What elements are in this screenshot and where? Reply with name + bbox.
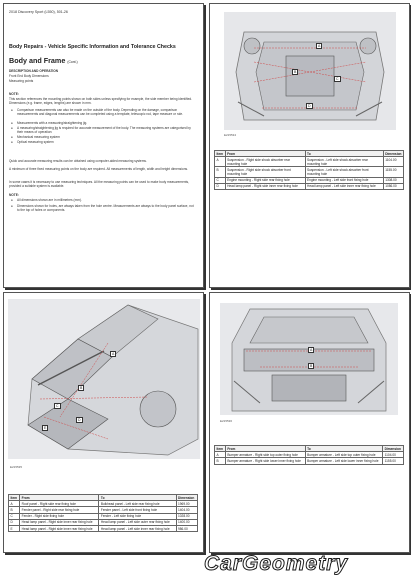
table-cell: 1104.00 <box>383 452 404 458</box>
table-cell: Suspension - Right side shock absorber rear mounting hole <box>225 157 305 167</box>
table-cell: B <box>9 507 20 513</box>
table-cell: A <box>215 157 226 167</box>
column-header: Dimension <box>383 446 404 452</box>
point-label-e: E <box>44 426 47 430</box>
paragraph-3: In some cases it is necessary to use measuring techniques. All the measuring points can be used to make body measurements, provided a suitable system is available. <box>9 180 190 189</box>
table-cell: C <box>9 513 20 519</box>
table-cell: Engine mounting - Left side front fixing hole <box>305 177 383 183</box>
table-cell: Fender panel - Left side front fixing hole <box>99 507 176 513</box>
paragraph-2: A minimum of three fixed measuring points on the body are required. All measurements of length, width and height dimensions. <box>9 167 188 171</box>
table-row <box>9 525 198 531</box>
column-header: From <box>20 495 99 501</box>
table-cell: 1400.00 <box>176 519 197 525</box>
point-label-b: B <box>310 364 313 368</box>
figure-id: E215535 <box>10 465 23 469</box>
point-label-a: A <box>310 348 313 352</box>
cargeometry-logo <box>198 551 408 575</box>
document-page-4 <box>209 292 410 553</box>
table-cell: 1155.00 <box>383 458 404 464</box>
table-cell: Head lamp panel - Right side inner rear fixing hole <box>20 525 99 531</box>
body-structure-figure-rear <box>220 303 398 415</box>
section-title: Body and Frame (Cont.) <box>9 56 78 65</box>
table-cell: 1104.00 <box>383 157 403 167</box>
front-bumper-diagram <box>220 303 398 415</box>
isometric-body-diagram <box>8 299 200 459</box>
column-header: Item <box>216 151 224 156</box>
column-header: Dimension <box>383 151 403 157</box>
page-title: Body Repairs - Vehicle Specific Information and Tolerance Checks <box>9 44 176 50</box>
bullet-1: ● Comparison measurements can also be made on the outside of the body. Depending on the damage, comparison measurements and diagonal measurements can be completed using a template, telescopic rod, tape measure or rule. <box>17 108 197 116</box>
column-header: From <box>225 446 305 452</box>
table-cell: Bumper armature - Left side top outer fixing hole <box>305 452 383 458</box>
bullet2-1: ● All dimensions shown are in millimetres (mm). <box>17 198 197 202</box>
table-cell: 1028.00 <box>176 513 197 519</box>
table-cell: Head lamp panel - Left side outer rear fixing hole <box>99 519 176 525</box>
point-label-a: A <box>112 352 115 356</box>
table-cell: Head lamp panel - Right side inner rear fixing hole <box>20 519 99 525</box>
point-label-b: B <box>294 70 297 74</box>
figure-id: E215536 <box>220 419 233 423</box>
bullet-3: ● A measuring/straightening jig is required for accurate measurement of the body. The measuring systems are categorised by their means of operation: <box>17 126 197 134</box>
column-header: From <box>225 151 305 157</box>
table-cell: Head lamp panel - Left side inner rear fixing hole <box>99 525 176 531</box>
table-cell: Suspension - Left side shock absorber front mounting hole <box>305 167 383 177</box>
point-label-b: B <box>80 386 83 390</box>
column-header: Item <box>215 446 226 452</box>
table-cell: 1086.00 <box>383 183 403 189</box>
column-header: Dimension <box>176 495 197 501</box>
table-cell: Head lamp panel - Left side inner rear fixing hole <box>305 183 383 189</box>
column-header: To <box>99 495 176 501</box>
bullet-2: ● Measurements with a measuring/straightening jig. <box>17 121 197 125</box>
subhead-measuring: Measuring points <box>9 79 34 83</box>
dimension-table <box>214 150 404 190</box>
subhead-description: DESCRIPTION AND OPERATION <box>9 69 59 73</box>
table-cell: Suspension - Right side shock absorber front mounting hole <box>225 167 305 177</box>
document-page-3 <box>3 292 204 553</box>
column-header: To <box>305 151 383 157</box>
table-cell: B <box>215 458 226 464</box>
table-cell: 1308.00 <box>383 177 403 183</box>
document-page-2 <box>209 3 410 288</box>
table-cell: B <box>215 167 226 177</box>
logo-text: CarGeometry <box>204 552 349 575</box>
table-cell: C <box>215 177 226 183</box>
table-cell: E <box>9 525 20 531</box>
table-cell: Head lamp panel - Right side inner rear fixing hole <box>225 183 305 189</box>
table-cell: Roof panel - Right side rear fixing hole <box>20 501 99 507</box>
bullet-5: ● Optical measuring system <box>17 140 197 144</box>
table-cell: 1155.00 <box>383 167 403 177</box>
dimension-table <box>8 494 198 532</box>
table-cell: 1404.00 <box>176 507 197 513</box>
dimension-table <box>214 445 404 465</box>
table-cell: Fender - Left side fixing hole <box>99 513 176 519</box>
table-cell: Bulkhead panel - Left side rear fixing hole <box>99 501 176 507</box>
column-header: Item <box>9 495 20 501</box>
table-cell: D <box>215 183 226 189</box>
table-cell: Bumper armature - Left side lower inner fixing hole <box>305 458 383 464</box>
table-cell: Fender panel - Right side rear fixing hole <box>20 507 99 513</box>
point-label-c: C <box>336 77 339 81</box>
table-cell: D <box>9 519 20 525</box>
table-cell: Suspension - Left side shock absorber rear mounting hole <box>305 157 383 167</box>
table-cell: 986.00 <box>176 525 197 531</box>
note-label: NOTE: <box>9 92 19 96</box>
page-header: 2018 Discovery Sport (L550), 501-26 <box>9 10 68 14</box>
table-row <box>215 157 404 167</box>
table-cell: Fender - Right side fixing hole <box>20 513 99 519</box>
table-row <box>215 167 404 177</box>
body-structure-figure-iso <box>8 299 200 459</box>
point-label-d: D <box>78 418 81 422</box>
point-label-a: A <box>318 44 321 48</box>
table-cell: Bumper armature - Right side top outer fixing hole <box>225 452 305 458</box>
point-label-d: D <box>308 104 311 108</box>
figure-id: E215534 <box>224 133 237 137</box>
document-page-1 <box>3 3 204 288</box>
table-cell: 1969.00 <box>176 501 197 507</box>
subhead-front-end: Front End Body Dimensions <box>9 74 49 78</box>
table-cell: Engine mounting - Right side rear fixing hole <box>225 177 305 183</box>
table-cell: A <box>215 452 226 458</box>
note2-label: NOTE: <box>9 193 19 197</box>
table-row <box>215 458 404 464</box>
table-row <box>215 183 404 189</box>
note-text: This section references the mounting points shown on both sides unless specifying for example, the side member being identified. Dimensions (e.g. frame, edges, lengths) are shown in mm. <box>9 97 193 106</box>
column-header: To <box>305 446 383 452</box>
body-structure-figure-front <box>224 12 396 130</box>
table-cell: Bumper armature - Right side lower inner fixing hole <box>225 458 305 464</box>
bullet-4: ● Mechanical measuring system <box>17 135 197 139</box>
table-cell: A <box>9 501 20 507</box>
paragraph-1: Quick and accurate measuring results can be obtained using computer-aided measuring systems. <box>9 159 147 163</box>
point-label-c: C <box>56 404 59 408</box>
front-end-body-diagram <box>224 12 396 130</box>
bullet2-2: ● Dimensions shown for holes, are always taken from the hole centre. Measurements are always to the body panel surface, not to the top of holes or components. <box>17 204 197 212</box>
